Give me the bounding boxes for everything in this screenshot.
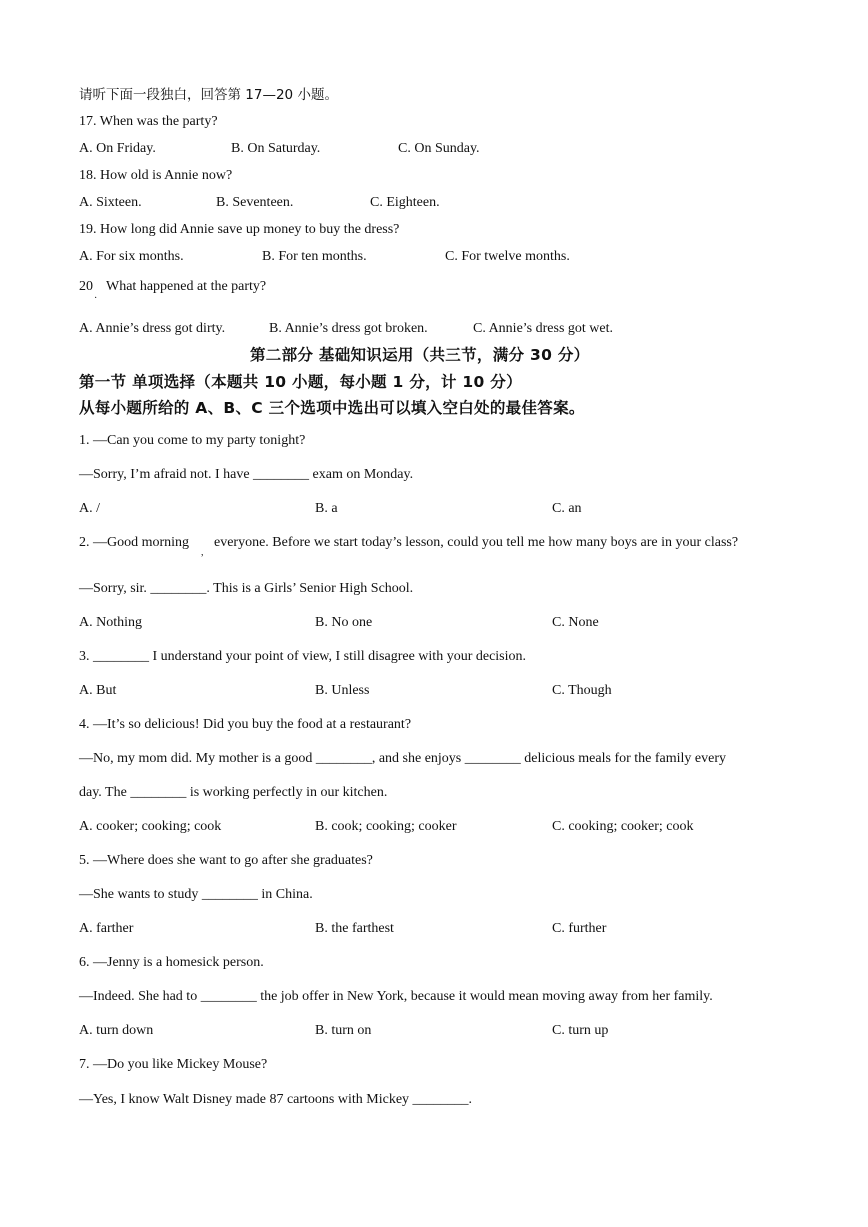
- question-17-option-c: C. On Sunday.: [398, 141, 480, 156]
- section-one-heading: 第一节 单项选择（本题共 10 小题，每小题 1 分，计 10 分）: [79, 373, 522, 391]
- question-20-option-a: A. Annie’s dress got dirty.: [79, 321, 226, 336]
- q4-line-3: day. The ________ is working perfectly in our kitchen.: [79, 785, 388, 800]
- q7-line-1: 7. —Do you like Mickey Mouse?: [79, 1057, 268, 1072]
- q2-line-1-start: 2. —Good morning: [79, 535, 190, 550]
- question-17-option-b: B. On Saturday.: [231, 141, 321, 156]
- q3-option-a: A. But: [79, 683, 117, 698]
- listening-instruction: 请听下面一段独白，回答第 17—20 小题。: [79, 87, 338, 103]
- q2-option-c: C. None: [552, 615, 599, 630]
- question-18-option-b: B. Seventeen.: [216, 195, 294, 210]
- q6-line-2: —Indeed. She had to ________ the job offer in New York, because it would mean moving away from her family.: [79, 989, 713, 1004]
- question-17-stem: 17. When was the party?: [79, 114, 218, 129]
- q2-line-2: —Sorry, sir. ________. This is a Girls’ Senior High School.: [79, 581, 414, 596]
- q5-line-2: —She wants to study ________ in China.: [79, 887, 313, 902]
- question-20-option-b: B. Annie’s dress got broken.: [269, 321, 428, 336]
- q1-line-2: —Sorry, I’m afraid not. I have ________ exam on Monday.: [79, 467, 414, 482]
- question-20-option-c: C. Annie’s dress got wet.: [473, 321, 613, 336]
- question-17-option-a: A. On Friday.: [79, 141, 156, 156]
- question-20-stem: What happened at the party?: [106, 279, 267, 294]
- question-18-option-a: A. Sixteen.: [79, 195, 142, 210]
- q6-line-1: 6. —Jenny is a homesick person.: [79, 955, 264, 970]
- q1-option-c: C. an: [552, 501, 582, 516]
- question-19-option-c: C. For twelve months.: [445, 249, 570, 264]
- q6-option-a: A. turn down: [79, 1023, 154, 1038]
- question-20-dot: ·: [94, 293, 98, 304]
- q5-line-1: 5. —Where does she want to go after she graduates?: [79, 853, 373, 868]
- q4-line-1: 4. —It’s so delicious! Did you buy the food at a restaurant?: [79, 717, 412, 732]
- question-19-option-b: B. For ten months.: [262, 249, 367, 264]
- question-20-number: 20: [79, 279, 93, 294]
- directions: 从每小题所给的 A、B、C 三个选项中选出可以填入空白处的最佳答案。: [79, 399, 585, 417]
- part-two-title: 第二部分 基础知识运用（共三节，满分 30 分）: [250, 346, 590, 364]
- q1-option-a: A. /: [79, 501, 100, 516]
- q6-option-b: B. turn on: [315, 1023, 372, 1038]
- q7-line-2: —Yes, I know Walt Disney made 87 cartoons with Mickey ________.: [79, 1092, 473, 1107]
- q6-option-c: C. turn up: [552, 1023, 609, 1038]
- question-19-stem: 19. How long did Annie save up money to buy the dress?: [79, 222, 400, 237]
- q5-option-b: B. the farthest: [315, 921, 394, 936]
- q4-line-2: —No, my mom did. My mother is a good ________, and she enjoys ________ delicious meals for the family every: [79, 751, 727, 766]
- q1-line-1: 1. —Can you come to my party tonight?: [79, 433, 306, 448]
- q2-line-1-end: everyone. Before we start today’s lesson, could you tell me how many boys are in your class?: [214, 535, 739, 550]
- q2-comma: ,: [201, 547, 204, 558]
- q5-option-a: A. farther: [79, 921, 134, 936]
- q4-option-b: B. cook; cooking; cooker: [315, 819, 457, 834]
- q4-option-c: C. cooking; cooker; cook: [552, 819, 694, 834]
- q4-option-a: A. cooker; cooking; cook: [79, 819, 222, 834]
- q3-option-c: C. Though: [552, 683, 612, 698]
- q3-line-1: 3. ________ I understand your point of view, I still disagree with your decision.: [79, 649, 527, 664]
- question-19-option-a: A. For six months.: [79, 249, 184, 264]
- question-18-stem: 18. How old is Annie now?: [79, 168, 233, 183]
- q5-option-c: C. further: [552, 921, 607, 936]
- question-18-option-c: C. Eighteen.: [370, 195, 440, 210]
- q2-option-a: A. Nothing: [79, 615, 142, 630]
- q1-option-b: B. a: [315, 501, 338, 516]
- q2-option-b: B. No one: [315, 615, 373, 630]
- q3-option-b: B. Unless: [315, 683, 370, 698]
